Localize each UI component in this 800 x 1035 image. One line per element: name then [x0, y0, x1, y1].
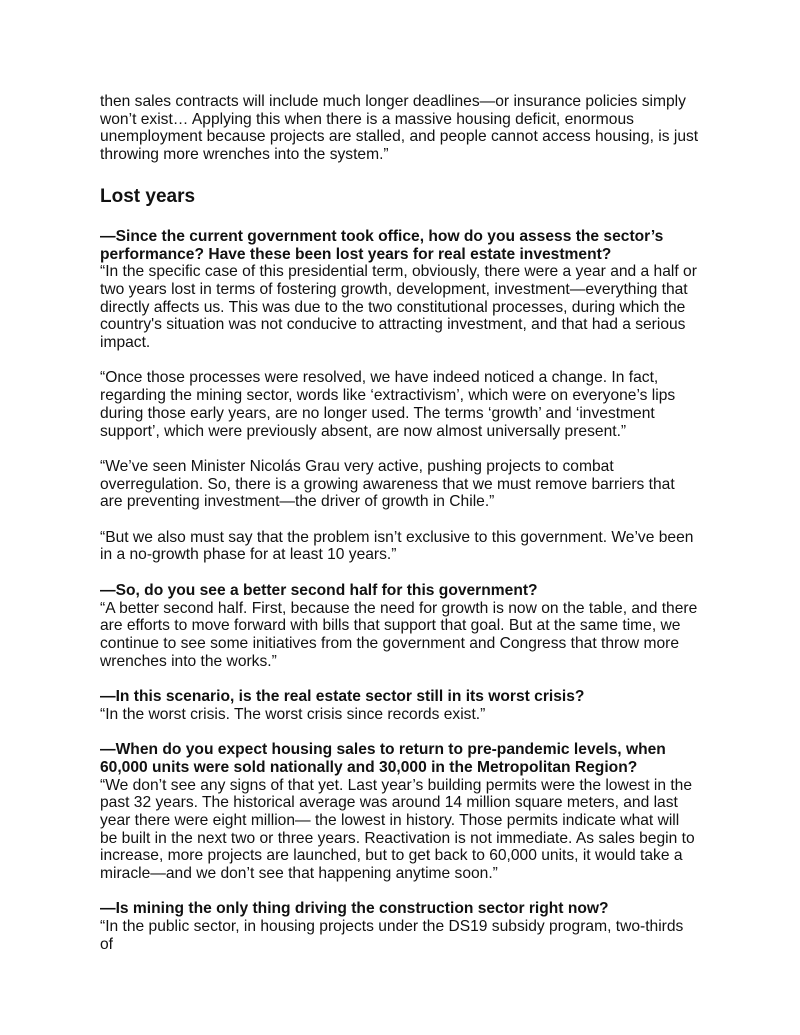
- answer-paragraph: “But we also must say that the problem isn’t exclusive to this government. We’ve been in a no-growth phase for at least 10 years.”: [100, 528, 694, 564]
- interview-question: —In this scenario, is the real estate sector still in its worst crisis?: [100, 688, 585, 706]
- section-heading: Lost years: [100, 185, 196, 207]
- answer-paragraph: “Once those processes were resolved, we have indeed noticed a change. In fact, regarding the mining sector, words like ‘extractivism’, which were on everyone’s lips during those early years, are no longer used. The terms ‘growth’ and ‘investment support’, which were previously absent, are now almost universally present.”: [100, 369, 676, 440]
- answer-paragraph: “We don’t see any signs of that yet. Last year’s building permits were the lowest in the past 32 years. The historical average was around 14 million square meters, and last year there were eight million— the lowest in history. Those permits indicate what will be built in the next two or three years. Reactivation is not immediate. As sales begin to increase, more projects are launched, but to get back to 60,000 units, it would take a miracle—and we don’t see that happening anytime soon.”: [100, 776, 695, 883]
- intro-paragraph: then sales contracts will include much longer deadlines—or insurance policies simply won’t exist… Applying this when there is a massive housing deficit, enormous unemployment because projects are stalled, and people cannot access housing, is just throwing more wrenches into the system.”: [100, 93, 699, 164]
- interview-question: —So, do you see a better second half for this government?: [100, 581, 538, 599]
- answer-paragraph: “In the specific case of this presidential term, obviously, there were a year and a half or two years lost in terms of fostering growth, development, investment—everything that directly affects us. This was due to the two constitutional processes, during which the country's situation was not conducive to attracting investment, and that had a serious impact.: [100, 263, 697, 352]
- answer-paragraph: “We’ve seen Minister Nicolás Grau very active, pushing projects to combat overregulation. So, there is a growing awareness that we must remove barriers that are preventing investment—the driver of growth in Chile.”: [100, 457, 675, 511]
- answer-paragraph: “In the public sector, in housing projects under the DS19 subsidy program, two-thirds of: [100, 918, 684, 953]
- answer-paragraph: “In the worst crisis. The worst crisis since records exist.”: [100, 705, 486, 723]
- interview-question: —When do you expect housing sales to return to pre-pandemic levels, when 60,000 units were sold nationally and 30,000 in the Metropolitan Region?: [100, 741, 666, 776]
- interview-question: —Since the current government took office, how do you assess the sector’s performance? Have these been lost years for real estate investment?: [100, 227, 664, 263]
- answer-paragraph: “A better second half. First, because the need for growth is now on the table, and there are efforts to move forward with bills that support that goal. But at the same time, we continue to see some initiatives from the government and Congress that throw more wrenches into the works.”: [100, 599, 698, 670]
- interview-question: —Is mining the only thing driving the construction sector right now?: [100, 900, 609, 918]
